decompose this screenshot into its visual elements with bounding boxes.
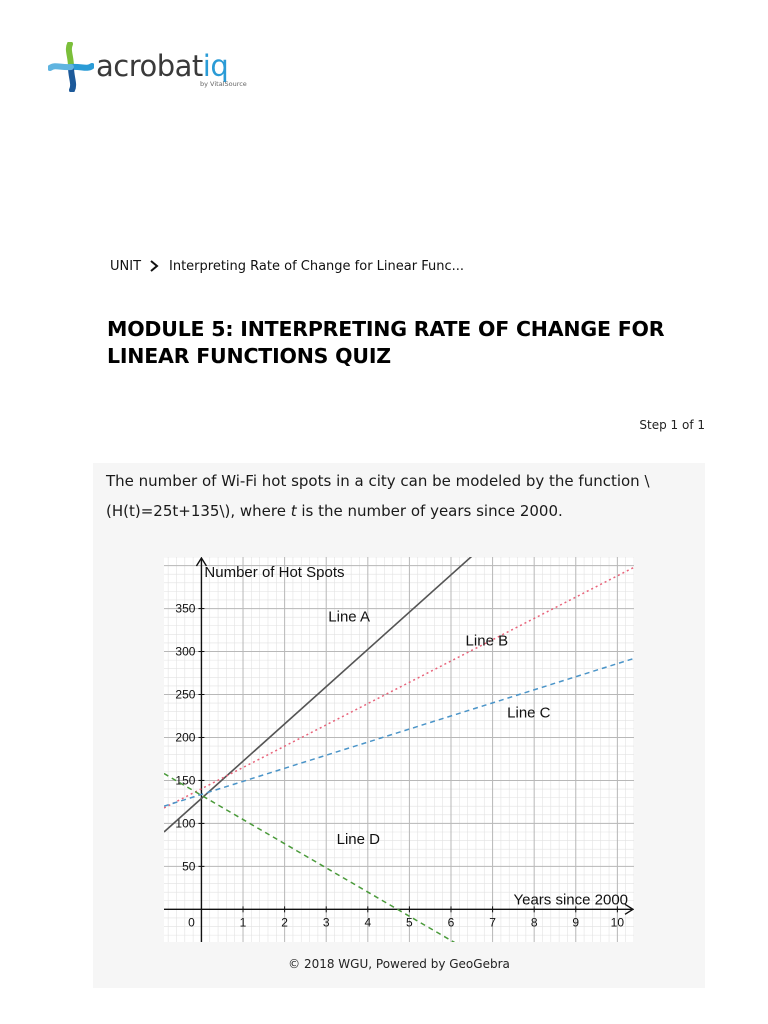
acrobatiq-logo[interactable] [48,42,248,94]
series-label-line-c: Line C [507,704,551,722]
acrobatiq-logo-icon [48,42,94,92]
x-axis-title: Years since 2000 [513,891,628,909]
x-tick-label: 2 [281,915,288,930]
x-tick-label: 7 [489,915,496,930]
series-label-line-b: Line B [465,632,509,650]
chevron-right-icon [148,259,160,273]
question-variable: t [290,502,297,520]
x-tick-label: 6 [447,915,455,930]
question-text: The number of Wi-Fi hot spots in a city can be modeled by the function \(H(t)=25t+135\), where t is the number of years since 2000. [106,472,650,520]
y-tick-label: 150 [175,773,196,788]
y-axis-title: Number of Hot Spots [204,564,345,581]
series-label-line-d: Line D [336,831,380,849]
x-tick-label: 8 [530,915,538,930]
series-label-line-a: Line A [328,608,371,626]
x-tick-label: 10 [610,915,625,930]
page-title: MODULE 5: INTERPRETING RATE OF CHANGE FOR LINEAR FUNCTIONS QUIZ [107,317,665,368]
x-tick-label: 9 [572,915,580,930]
breadcrumb-item-unit[interactable]: UNIT [110,258,142,274]
breadcrumb-item-module[interactable]: Interpreting Rate of Change for Linear Func... [169,258,465,274]
step-indicator: Step 1 of 1 [639,418,705,432]
x-tick-label: 3 [322,915,330,930]
x-tick-label: 1 [239,915,247,930]
chart-svg [164,557,634,942]
y-tick-label: 350 [175,601,196,616]
y-tick-label: 50 [182,859,196,874]
question-card [93,463,705,988]
graph-credit: © 2018 WGU, Powered by GeoGebra [288,957,510,971]
x-tick-label: 4 [364,915,372,930]
y-tick-label: 200 [175,730,196,745]
x-tick-label: 5 [406,915,413,930]
x-tick-label: 0 [188,915,195,930]
y-tick-label: 300 [175,644,196,659]
y-tick-label: 250 [175,687,196,702]
y-tick-label: 100 [175,816,196,831]
breadcrumb [110,256,464,276]
logo-byline: by VitalSource [200,80,247,88]
logo-wordmark: acrobatiq [96,49,229,83]
geogebra-graph[interactable] [164,557,634,942]
